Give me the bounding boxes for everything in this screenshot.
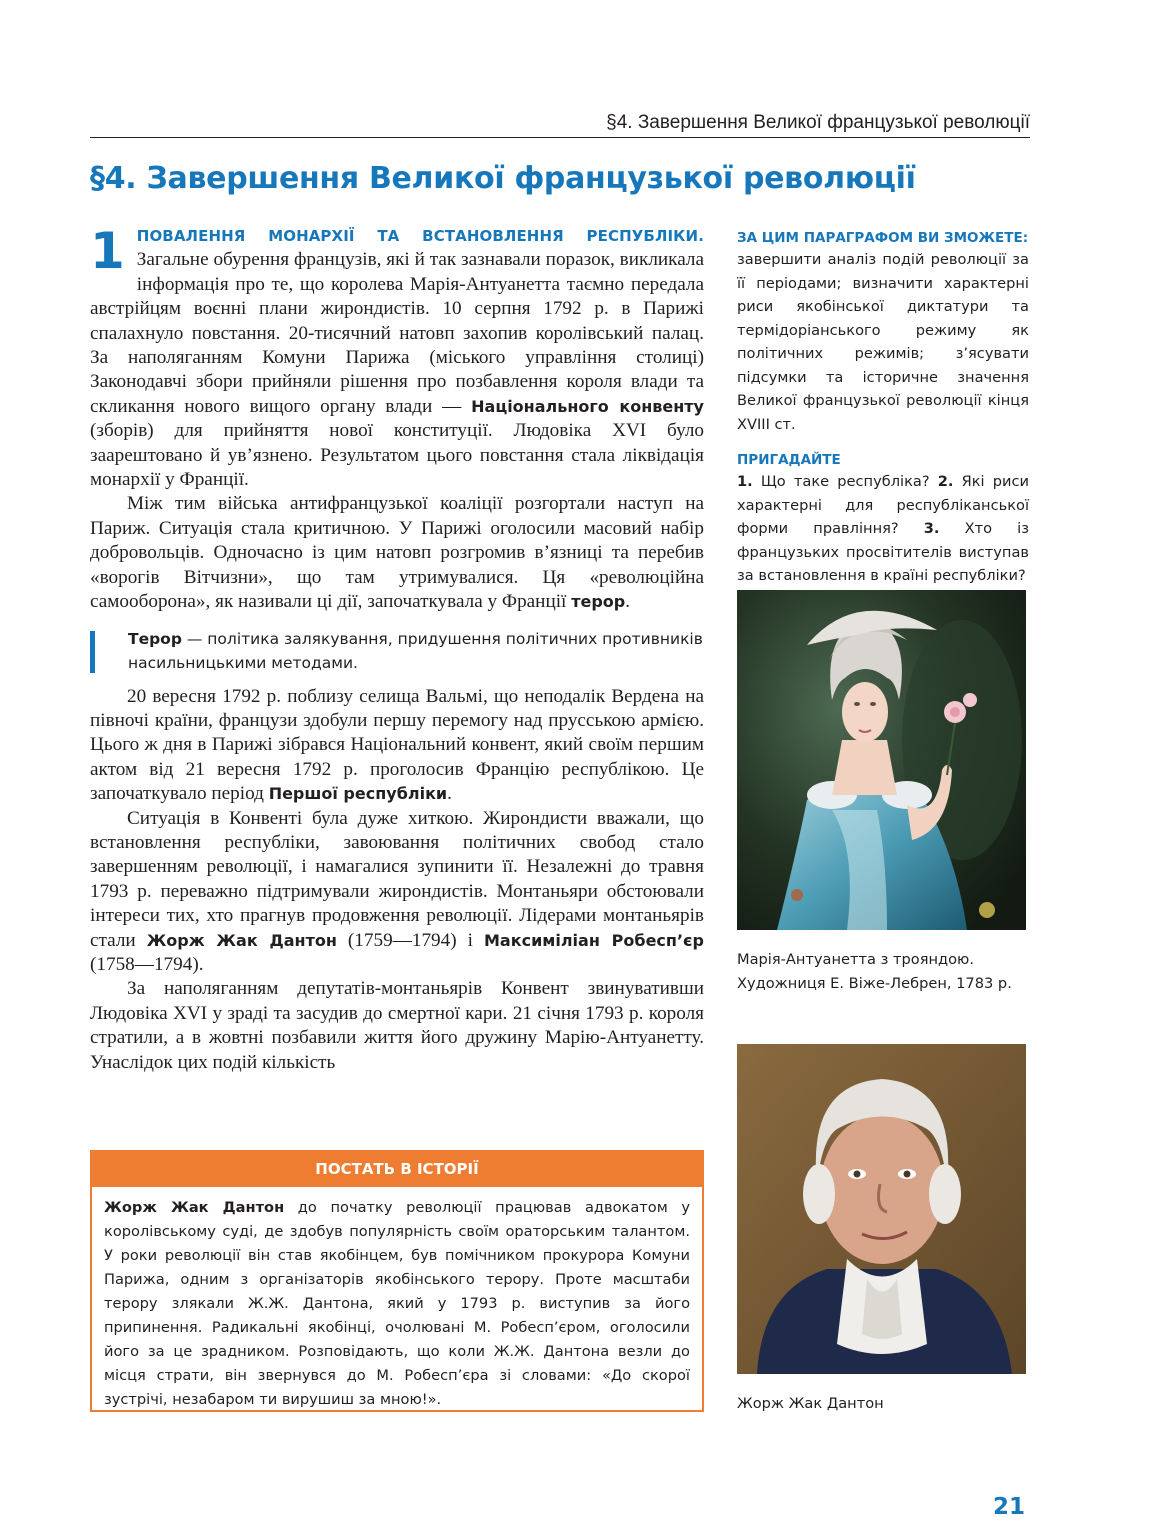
main-column bbox=[90, 224, 704, 1075]
recall-heading: ПРИГАДАЙТЕ bbox=[737, 452, 841, 468]
term-national-convention: Національного конвенту bbox=[471, 396, 704, 416]
term-robespierre: Максиміліан Робесп’єр bbox=[484, 930, 704, 950]
paragraph-5: За наполяганням депутатів-монтаньярів Конвент звинувативши Людовіка XVI у зраді та засудив до смертної кари. 21 січня 1793 р. короля стратили, а в жовтні позбавили життя його дружину Марію-Антуанетту. Унаслідок цих подій кількість bbox=[90, 978, 704, 1073]
history-box-body: до початку революції працював адвокатом у королівському суді, де здобув популярність своїм ораторським талантом. У роки революції він став якобінцем, був помічником прокурора Комуни Парижа, одним з організаторів якобінського терору. Проте масштаби терору злякали Ж.Ж. Дантона, який у 1793 р. виступив за його припинення. Радикальні якобінці, очолювані М. Робесп’єром, оголосили його за це зрадником. Розповідають, що коли Ж.Ж. Дантона везли до місця страти, він звернувся до М. Робесп’єра зі словами: «До скорої зустрічі, незабаром ти вирушиш за мною!». bbox=[104, 1199, 690, 1408]
definition-text: — політика залякування, придушення політичних противників насильницькими методами. bbox=[128, 629, 703, 672]
paragraph-2 bbox=[90, 492, 704, 614]
question-1-number: 1. bbox=[737, 473, 753, 490]
question-2-number: 2. bbox=[937, 473, 954, 490]
figure-2-caption: Жорж Жак Дантон bbox=[737, 1395, 884, 1412]
goals-heading: ЗА ЦИМ ПАРАГРАФОМ ВИ ЗМОЖЕТЕ: bbox=[737, 230, 1029, 246]
question-1: Що таке республіка? bbox=[752, 473, 938, 490]
danton-portrait bbox=[737, 1044, 1026, 1374]
history-box-name: Жорж Жак Дантон bbox=[104, 1199, 285, 1216]
header-rule bbox=[90, 137, 1030, 138]
paragraph-1-text-a: Загальне обурення французів, які й так зазнавали поразок, викликала інформація про те, що королева Марія-Антуанетта таємно передала австрійцям воєнні плани жирондистів. 10 серпня 1792 р. в Парижі спалахнуло повстання. 20-тисячний натовп захопив королівський палац. За наполяганням Комуни Парижа (міського управління столиці) Законодавчі збори прийняли рішення про позбавлення короля влади та скликання нового вищого органу влади — bbox=[90, 249, 704, 417]
section-number: 1 bbox=[90, 222, 125, 280]
paragraph-4 bbox=[90, 807, 704, 978]
marie-antoinette-portrait bbox=[737, 590, 1026, 930]
paragraph-4-mid: (1759—1794) і bbox=[336, 929, 484, 951]
history-box-header: ПОСТАТЬ В ІСТОРІЇ bbox=[92, 1152, 702, 1187]
paragraph-4-end: (1758—1794). bbox=[90, 953, 204, 975]
definition-term: Терор bbox=[128, 629, 182, 648]
term-danton: Жорж Жак Дантон bbox=[146, 930, 337, 950]
marie-antoinette-painting bbox=[737, 590, 1026, 930]
danton-painting bbox=[737, 1044, 1026, 1374]
figure-1-caption-line-2: Художниця Е. Віже-Лебрен, 1783 р. bbox=[737, 975, 1012, 992]
question-2: Які риси характерні для республіканської форми правління? bbox=[737, 473, 1030, 537]
paragraph-3-text: 20 вересня 1792 р. поблизу селища Вальмі, що неподалік Вердена на півночі країни, французи здобули першу перемогу над прусською армією. Цього ж дня в Парижі зібрався Національний конвент, який своїм першим актом від 21 вересня 1792 р. проголосив Францію республікою. Це започаткувало період bbox=[90, 685, 704, 805]
question-3-number: 3. bbox=[923, 520, 940, 537]
term-first-republic: Першої республіки bbox=[268, 784, 448, 804]
running-header: §4. Завершення Великої французької революції bbox=[606, 112, 1030, 133]
figure-1-caption bbox=[737, 948, 1029, 996]
page-title: §4. Завершення Великої французької революції bbox=[90, 161, 916, 196]
recall-questions bbox=[737, 470, 1029, 588]
term-terror: терор bbox=[571, 592, 626, 612]
history-figure-box bbox=[90, 1150, 704, 1412]
definition-block bbox=[90, 627, 704, 675]
sidebar bbox=[737, 228, 1029, 588]
question-3: Хто із французьких просвітителів виступав за встановлення в країні республіки? bbox=[737, 520, 1029, 584]
definition-bar bbox=[90, 631, 95, 673]
goals-text: завершити аналіз подій революції за її періодами; визначити характерні риси якобінської диктатури та термідоріанського режиму як політичних режимів; з’ясувати підсумки та історичне значення Великої французької революції кінця XVIII ст. bbox=[737, 251, 1029, 433]
page-number: 21 bbox=[993, 1494, 1026, 1520]
paragraph-2-end: . bbox=[625, 591, 631, 613]
paragraph-3 bbox=[90, 685, 704, 807]
paragraph-4-text: Ситуація в Конвенті була дуже хиткою. Жирондисти вважали, що встановлення республіки, завоювання політичних свобод стало завершенням революції, і намагалися зупинити її. Незалежні до травня 1793 р. переважно підтримували жирондистів. Монтаньяри обстоювали інтереси тих, хто прагнув продовження революції. Лідерами монтаньярів стали bbox=[90, 807, 704, 951]
paragraph-1-text-b: (зборів) для прийняття нової конституції. Людовіка XVI було заарештовано й ув’язнено. Результатом цього повстання стала ліквідація монархії у Франції. bbox=[90, 420, 704, 491]
history-box-text bbox=[92, 1187, 702, 1412]
figure-1-caption-line-1: Марія-Антуанетта з трояндою. bbox=[737, 951, 974, 968]
paragraph-3-end: . bbox=[447, 783, 452, 805]
paragraph-1 bbox=[90, 224, 704, 492]
paragraph-2-text: Між тим війська антифранцузької коаліції розгортали наступ на Париж. Ситуація стала критичною. У Парижі оголосили масовий набір добровольців. Одночасно із цим натовп розгромив в’язниці та перебив «ворогів Вітчизни», що там утримувалися. Ця «революційна самооборона», як називали ці дії, започаткувала у Франції bbox=[90, 493, 704, 613]
section-heading: ПОВАЛЕННЯ МОНАРХІЇ ТА ВСТАНОВЛЕННЯ РЕСПУБЛІКИ. bbox=[136, 227, 704, 245]
